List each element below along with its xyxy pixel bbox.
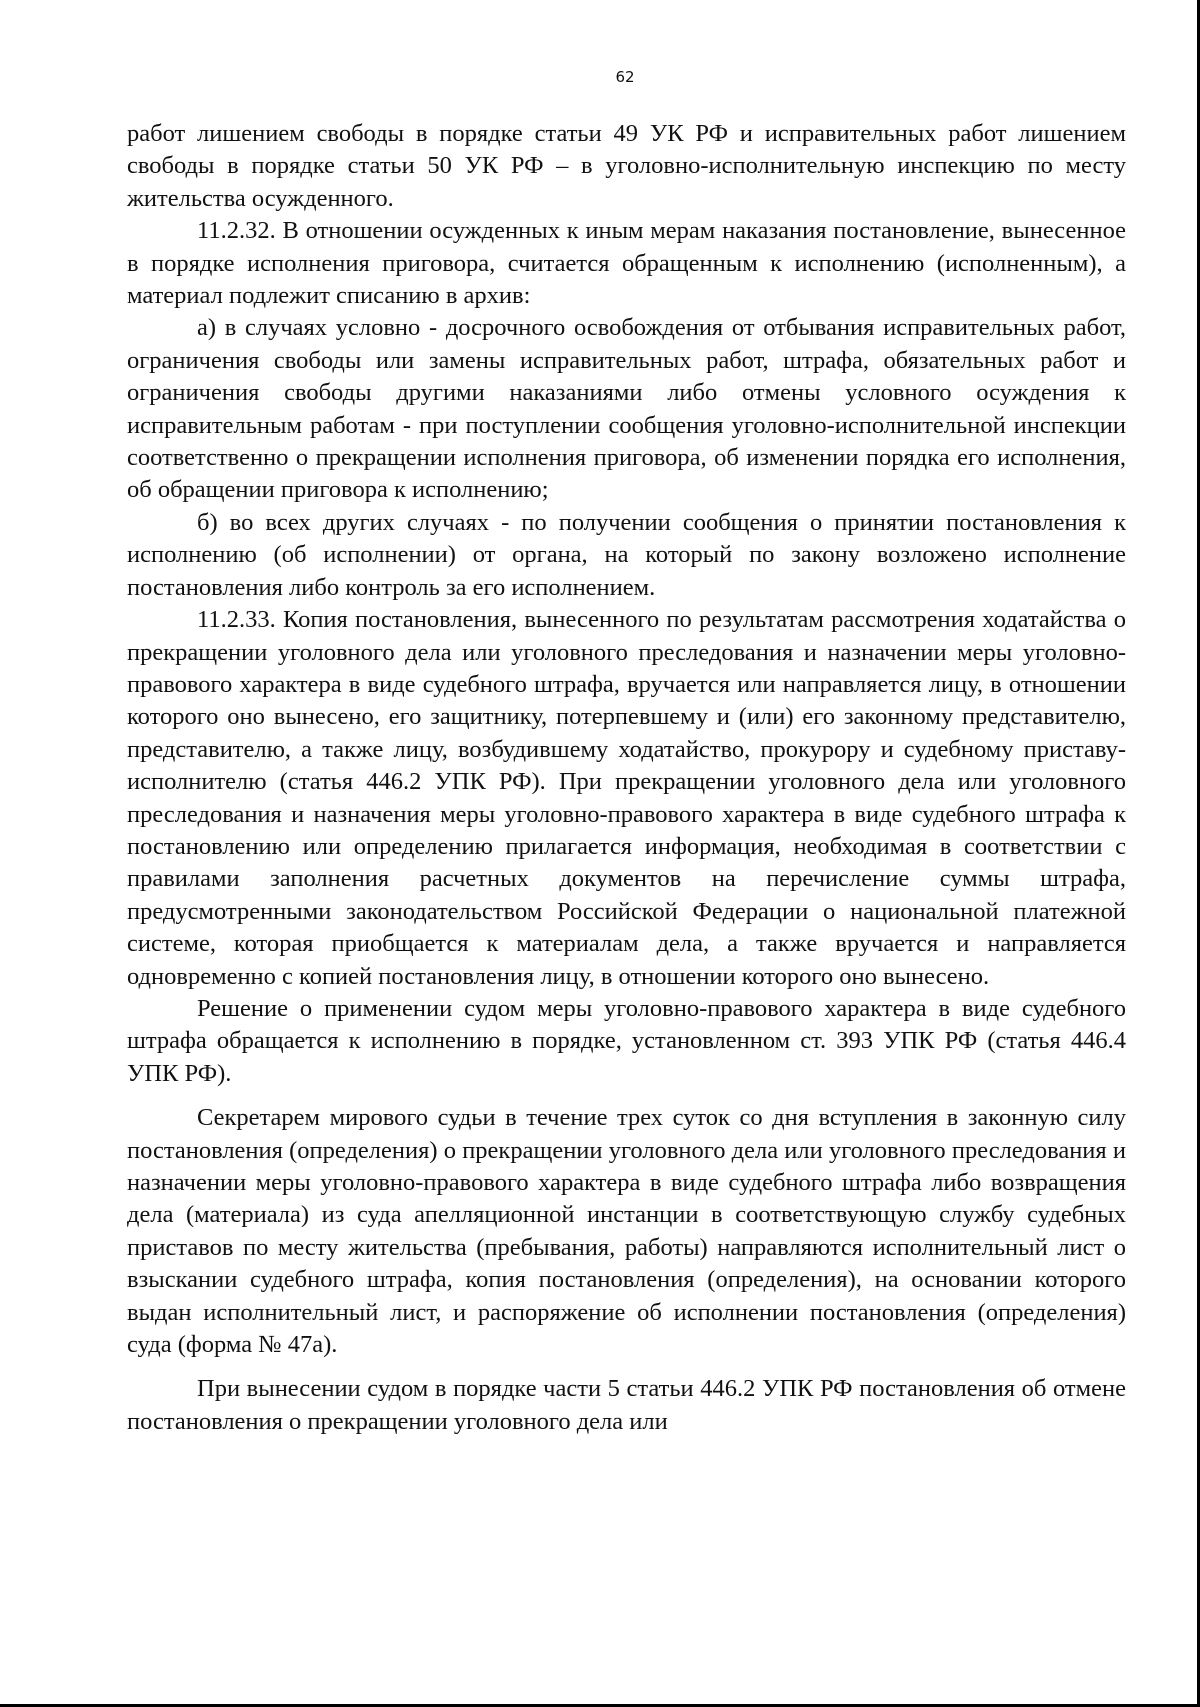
paragraph-11-2-33: 11.2.33. Копия постановления, вынесенного по результатам рассмотрения ходатайства о прекращении уголовного дела или уголовного преследования и назначении меры уголовно-правового характера в виде судебного штрафа, вручается или направляется лицу, в отношении которого оно вынесено, его защитнику, потерпевшему и (или) его законному представителю, представителю, а также лицу, возбудившему ходатайство, прокурору и судебному приставу-исполнителю (статья 446.2 УПК РФ). При прекращении уголовного дела или уголовного преследования и назначения меры уголовно-правового характера в виде судебного штрафа к постановлению или определению прилагается информация, необходимая в соответствии с правилами заполнения расчетных документов на перечисление суммы штрафа, предусмотренными законодательством Российской Федерации о национальной платежной системе, которая приобщается к материалам дела, а также вручается и направляется одновременно с копией постановления лицу, в отношении которого оно вынесено. (127, 606, 1126, 990)
paragraph-item-a: а) в случаях условно - досрочного освобождения от отбывания исправительных работ, ограничения свободы или замены исправительных работ, штрафа, обязательных работ и ограничения свободы другими наказаниями либо отмены условного осуждения к исправительным работам - при поступлении сообщения уголовно-исполнительной инспекции соответственно о прекращении исполнения приговора, об изменении порядка его исполнения, об обращении приговора к исполнению; (127, 314, 1126, 504)
paragraph-secretary: Секретарем мирового судьи в течение трех суток со дня вступления в законную силу постановления (определения) о прекращении уголовного дела или уголовного преследования и назначении меры уголовно-правового характера в виде судебного штрафа либо возвращения дела (материала) из суда апелляционной инстанции в соответствующую службу судебных приставов по месту жительства (пребывания, работы) направляются исполнительный лист о взыскании судебного штрафа, копия постановления (определения), на основании которого выдан исполнительный лист, и распоряжение об исполнении постановления (определения) суда (форма № 47а). (127, 1104, 1126, 1359)
page-number: 62 (615, 68, 635, 86)
paragraph-cancellation: При вынесении судом в порядке части 5 статьи 446.2 УПК РФ постановления об отмене постановления о прекращении уголовного дела или (127, 1375, 1126, 1435)
paragraph-item-b: б) во всех других случаях - по получении сообщения о принятии постановления к исполнению (об исполнении) от органа, на который по закону возложено исполнение постановления либо контроль за его исполнением. (127, 508, 1126, 601)
document-body (127, 118, 1126, 1438)
paragraph-continuation: работ лишением свободы в порядке статьи 49 УК РФ и исправительных работ лишением свободы в порядке статьи 50 УК РФ – в уголовно-исполнительную инспекцию по месту жительства осужденного. (127, 120, 1126, 212)
paragraph-fine-decision: Решение о применении судом меры уголовно-правового характера в виде судебного штрафа обращается к исполнению в порядке, установленном ст. 393 УПК РФ (статья 446.4 УПК РФ). (127, 994, 1126, 1087)
paragraph-11-2-32: 11.2.32. В отношении осужденных к иным мерам наказания постановление, вынесенное в порядке исполнения приговора, считается обращенным к исполнению (исполненным), а материал подлежит списанию в архив: (127, 217, 1126, 310)
